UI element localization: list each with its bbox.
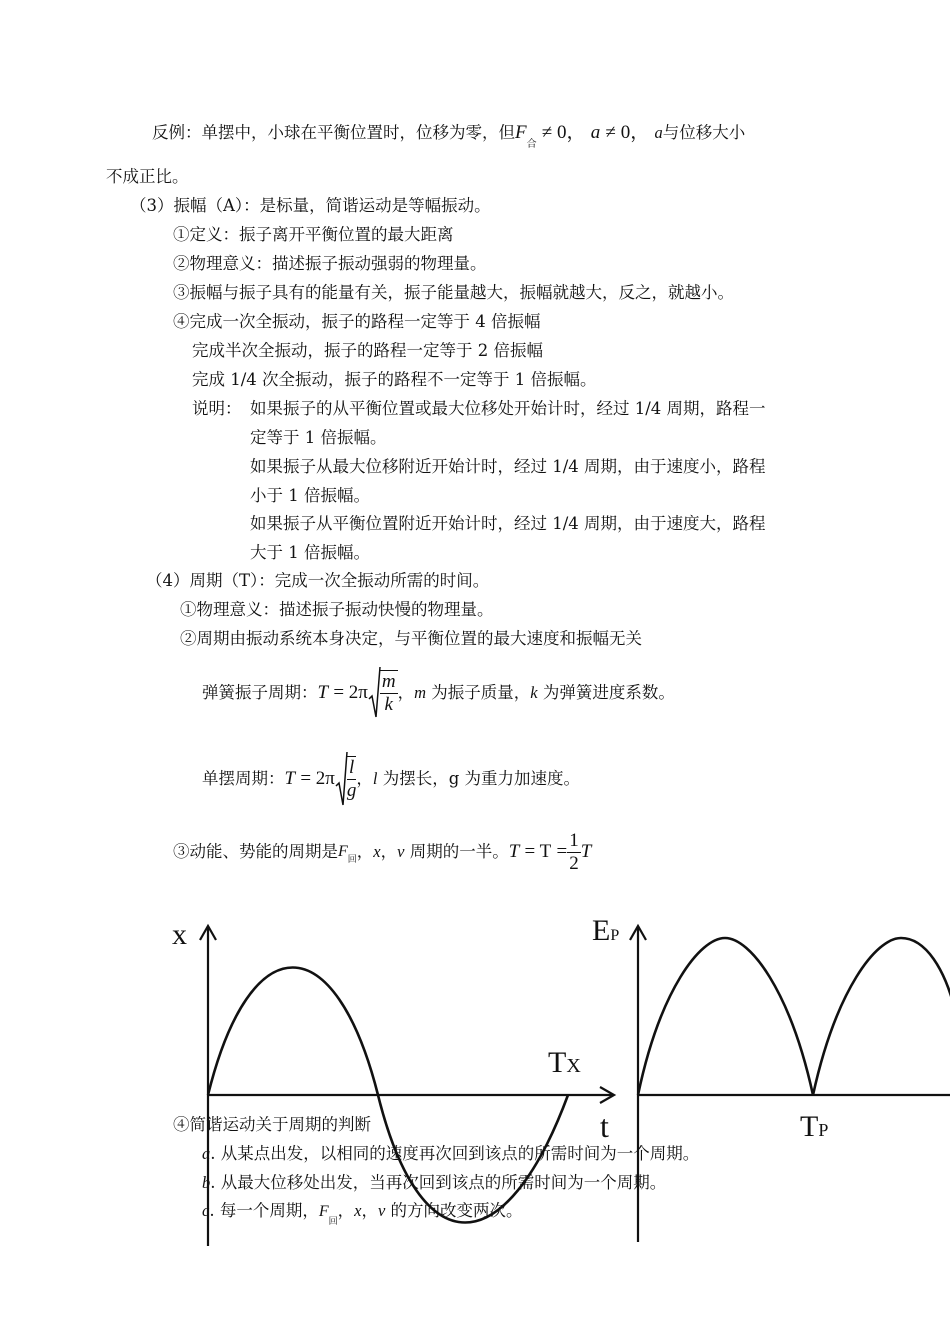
period-item-2: ②周期由振动系统本身决定，与平衡位置的最大速度和振幅无关 bbox=[180, 629, 642, 648]
period-item-4b: b. 从最大位移处出发，当再次回到该点的所需时间为一个周期。 bbox=[202, 1173, 667, 1192]
note-2b: 小于 1 倍振幅。 bbox=[250, 486, 370, 505]
amplitude-item-4: ④完成一次全振动，振子的路程一定等于 4 倍振幅 bbox=[173, 312, 541, 331]
graph-ep-period-label: TP bbox=[800, 1110, 829, 1143]
period-item-4c: c. 每一个周期，$F_回$，x，v 的方向改变两次。 bbox=[202, 1201, 523, 1227]
amplitude-item-4b: 完成半次全振动，振子的路程一定等于 2 倍振幅 bbox=[192, 341, 543, 360]
period-item-4a: a. 从某点出发，以相同的速度再次回到该点的所需时间为一个周期。 bbox=[202, 1144, 700, 1163]
period-item-4: ④简谐运动关于周期的判断 bbox=[173, 1115, 371, 1134]
amplitude-item-4c: 完成 1/4 次全振动，振子的路程不一定等于 1 倍振幅。 bbox=[192, 370, 597, 389]
amplitude-item-1: ①定义：振子离开平衡位置的最大距离 bbox=[173, 225, 454, 244]
note-3a: 如果振子从平衡位置附近开始计时，经过 1/4 周期，由于速度大，路程 bbox=[250, 514, 766, 533]
period-heading: （4）周期（T）：完成一次全振动所需的时间。 bbox=[146, 571, 490, 590]
amplitude-item-2: ②物理意义：描述振子振动强弱的物理量。 bbox=[173, 254, 487, 273]
note-1a: 如果振子的从平衡位置或最大位移处开始计时，经过 1/4 周期，路程一 bbox=[250, 399, 766, 418]
note-1b: 定等于 1 倍振幅。 bbox=[250, 428, 387, 447]
graph-ep-y-label: EP bbox=[592, 914, 620, 947]
potential-energy-curve bbox=[638, 938, 950, 1095]
period-item-1: ①物理意义：描述振子振动快慢的物理量。 bbox=[180, 600, 494, 619]
spring-period-formula: 弹簧振子周期： T = 2π $\frac{m}{k}$ ， m 为振子质量， k 为弹簧进度系数。 bbox=[202, 663, 675, 723]
pendulum-period-formula: 单摆周期： T = 2π $\frac{l}{g}$ ， l 为摆长，g 为重力加速度。 bbox=[202, 748, 580, 810]
note-label: 说明： bbox=[192, 399, 242, 418]
counter-example-cont: 不成正比。 bbox=[106, 167, 189, 186]
note-3b: 大于 1 倍振幅。 bbox=[250, 543, 370, 562]
sqrt-sign bbox=[335, 750, 347, 808]
amplitude-item-3: ③振幅与振子具有的能量有关，振子能量越大，振幅就越大，反之，就越小。 bbox=[173, 283, 734, 302]
graph-x-y-label: x bbox=[172, 918, 187, 951]
counter-example-line: 反例：单摆中，小球在平衡位置时，位移为零，但$F_合 \ne 0$， a ≠ 0， a与位移大小 bbox=[152, 122, 746, 150]
sqrt-sign bbox=[368, 665, 380, 721]
graph-x-period-label: TX bbox=[548, 1046, 581, 1079]
graph-x-t-label: t bbox=[600, 1108, 609, 1144]
amplitude-heading: （3）振幅（A）：是标量，简谐运动是等幅振动。 bbox=[130, 196, 491, 215]
period-item-3: ③动能、势能的周期是 F 回 ， x ， v 周期的一半。 T = T = $\frac{1}{2}$ T bbox=[173, 829, 592, 874]
note-2a: 如果振子从最大位移附近开始计时，经过 1/4 周期，由于速度小，路程 bbox=[250, 457, 766, 476]
